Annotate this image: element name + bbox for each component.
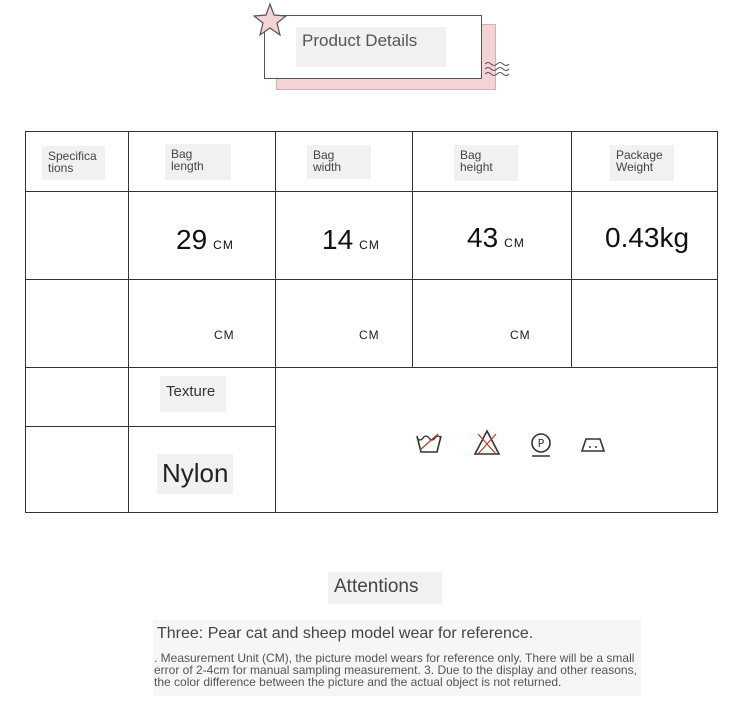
header-bag-length: Bag length (165, 144, 231, 180)
unit-label: CM (214, 328, 235, 342)
no-bleach-icon (472, 428, 502, 458)
unit-label: CM (359, 328, 380, 342)
attentions-body: . Measurement Unit (CM), the picture model wears for reference only. There will be a small error of 2-4cm for manual sampling measurement. 3. Due to the display and other reasons, the color difference between the picture and the actual object is not returned. (154, 651, 637, 689)
hand-wash-icon (414, 428, 444, 458)
bag-width-value: 14 CM (322, 224, 380, 255)
professional-dry-clean-icon (526, 430, 556, 460)
header-bag-width: Bag width (307, 145, 371, 179)
texture-label: Texture (160, 376, 226, 412)
texture-value: Nylon (157, 454, 233, 494)
package-weight-value: 0.43kg (605, 222, 690, 253)
unit-label: CM (510, 328, 531, 342)
specifications-table (25, 131, 718, 513)
wave-decoration-icon (484, 60, 512, 78)
attentions-title: Attentions (328, 572, 442, 604)
star-icon (252, 2, 288, 38)
attentions-heading: Three: Pear cat and sheep model wear for reference. (157, 625, 534, 642)
bag-height-value: 43 CM (467, 222, 525, 253)
svg-text:P: P (537, 437, 545, 450)
header-bag-height: Bag height (454, 145, 518, 181)
iron-icon (578, 429, 608, 459)
header-specifications: Specifica tions (42, 146, 105, 180)
bag-length-value: 29 CM (176, 224, 234, 255)
page-title: Product Details (296, 27, 446, 67)
header-package-weight: Package Weight (610, 145, 674, 181)
